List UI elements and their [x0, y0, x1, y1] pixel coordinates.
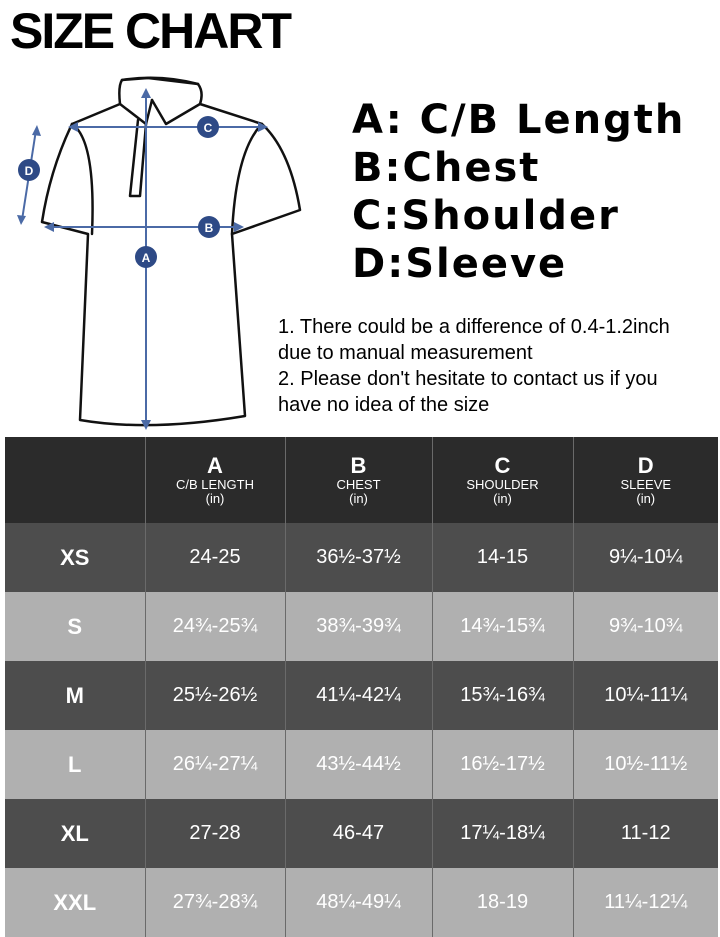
svg-text:A: A [141, 251, 151, 265]
table-row [5, 592, 718, 661]
note-line: 1. There could be a difference of 0.4-1.2inch [278, 316, 670, 338]
table-cell: 11-12 [573, 799, 718, 868]
shirt-outline [42, 104, 300, 425]
table-cell: 9¼-10¼ [573, 523, 718, 592]
table-cell: 41¼-42¼ [285, 661, 432, 730]
table-cell: 48¼-49¼ [285, 868, 432, 937]
svg-text:C: C [203, 121, 213, 135]
table-header-row [5, 437, 718, 523]
size-label: XL [60, 820, 89, 846]
header-length: A C/B LENGTH (in) [145, 437, 285, 523]
table-cell: 11¼-12¼ [573, 868, 718, 937]
measurement-notes [278, 314, 718, 418]
size-label: L [68, 751, 82, 777]
table-cell: 14¾-15¾ [432, 592, 573, 661]
table-cell: 14-15 [432, 523, 573, 592]
legend-item-sleeve: D:Sleeve [352, 241, 568, 287]
measurement-legend [352, 96, 685, 288]
note-line: due to manual measurement [278, 342, 533, 364]
legend-item-length: A: C/B Length [352, 97, 686, 143]
table-row [5, 868, 718, 937]
table-cell: 18-19 [432, 868, 573, 937]
polo-shirt-diagram [0, 60, 320, 440]
table-cell: 26¼-27¼ [145, 730, 285, 799]
table-cell: 36½-37½ [285, 523, 432, 592]
header-shoulder: C SHOULDER (in) [432, 437, 573, 523]
note-line: have no idea of the size [278, 394, 490, 416]
table-cell: 38¾-39¾ [285, 592, 432, 661]
table-cell: 27¾-28¾ [145, 868, 285, 937]
page-title: SIZE CHART [10, 3, 290, 59]
size-label: M [65, 682, 84, 708]
table-cell: 10½-11½ [573, 730, 718, 799]
shirt-placket [130, 120, 146, 196]
svg-text:D: D [24, 164, 34, 178]
svg-text:B: B [204, 221, 214, 235]
table-cell: 10¼-11¼ [573, 661, 718, 730]
legend-item-chest: B:Chest [352, 145, 541, 191]
table-cell: 17¼-18¼ [432, 799, 573, 868]
header-sleeve: D SLEEVE (in) [573, 437, 718, 523]
table-cell: 46-47 [285, 799, 432, 868]
header-chest: B CHEST (in) [285, 437, 432, 523]
table-row [5, 799, 718, 868]
table-cell: 24-25 [145, 523, 285, 592]
table-row [5, 661, 718, 730]
table-cell: 9¾-10¾ [573, 592, 718, 661]
table-cell: 15¾-16¾ [432, 661, 573, 730]
table-row [5, 523, 718, 592]
note-line: 2. Please don't hesitate to contact us if you [278, 368, 658, 390]
size-table [5, 437, 718, 937]
table-cell: 43½-44½ [285, 730, 432, 799]
table-cell: 24¾-25¾ [145, 592, 285, 661]
table-row [5, 730, 718, 799]
size-label: S [67, 613, 83, 639]
size-label: XXL [53, 889, 97, 915]
table-cell: 25½-26½ [145, 661, 285, 730]
legend-item-shoulder: C:Shoulder [352, 193, 620, 239]
table-cell: 27-28 [145, 799, 285, 868]
header-corner [5, 437, 145, 523]
size-label: XS [60, 544, 90, 570]
table-cell: 16½-17½ [432, 730, 573, 799]
